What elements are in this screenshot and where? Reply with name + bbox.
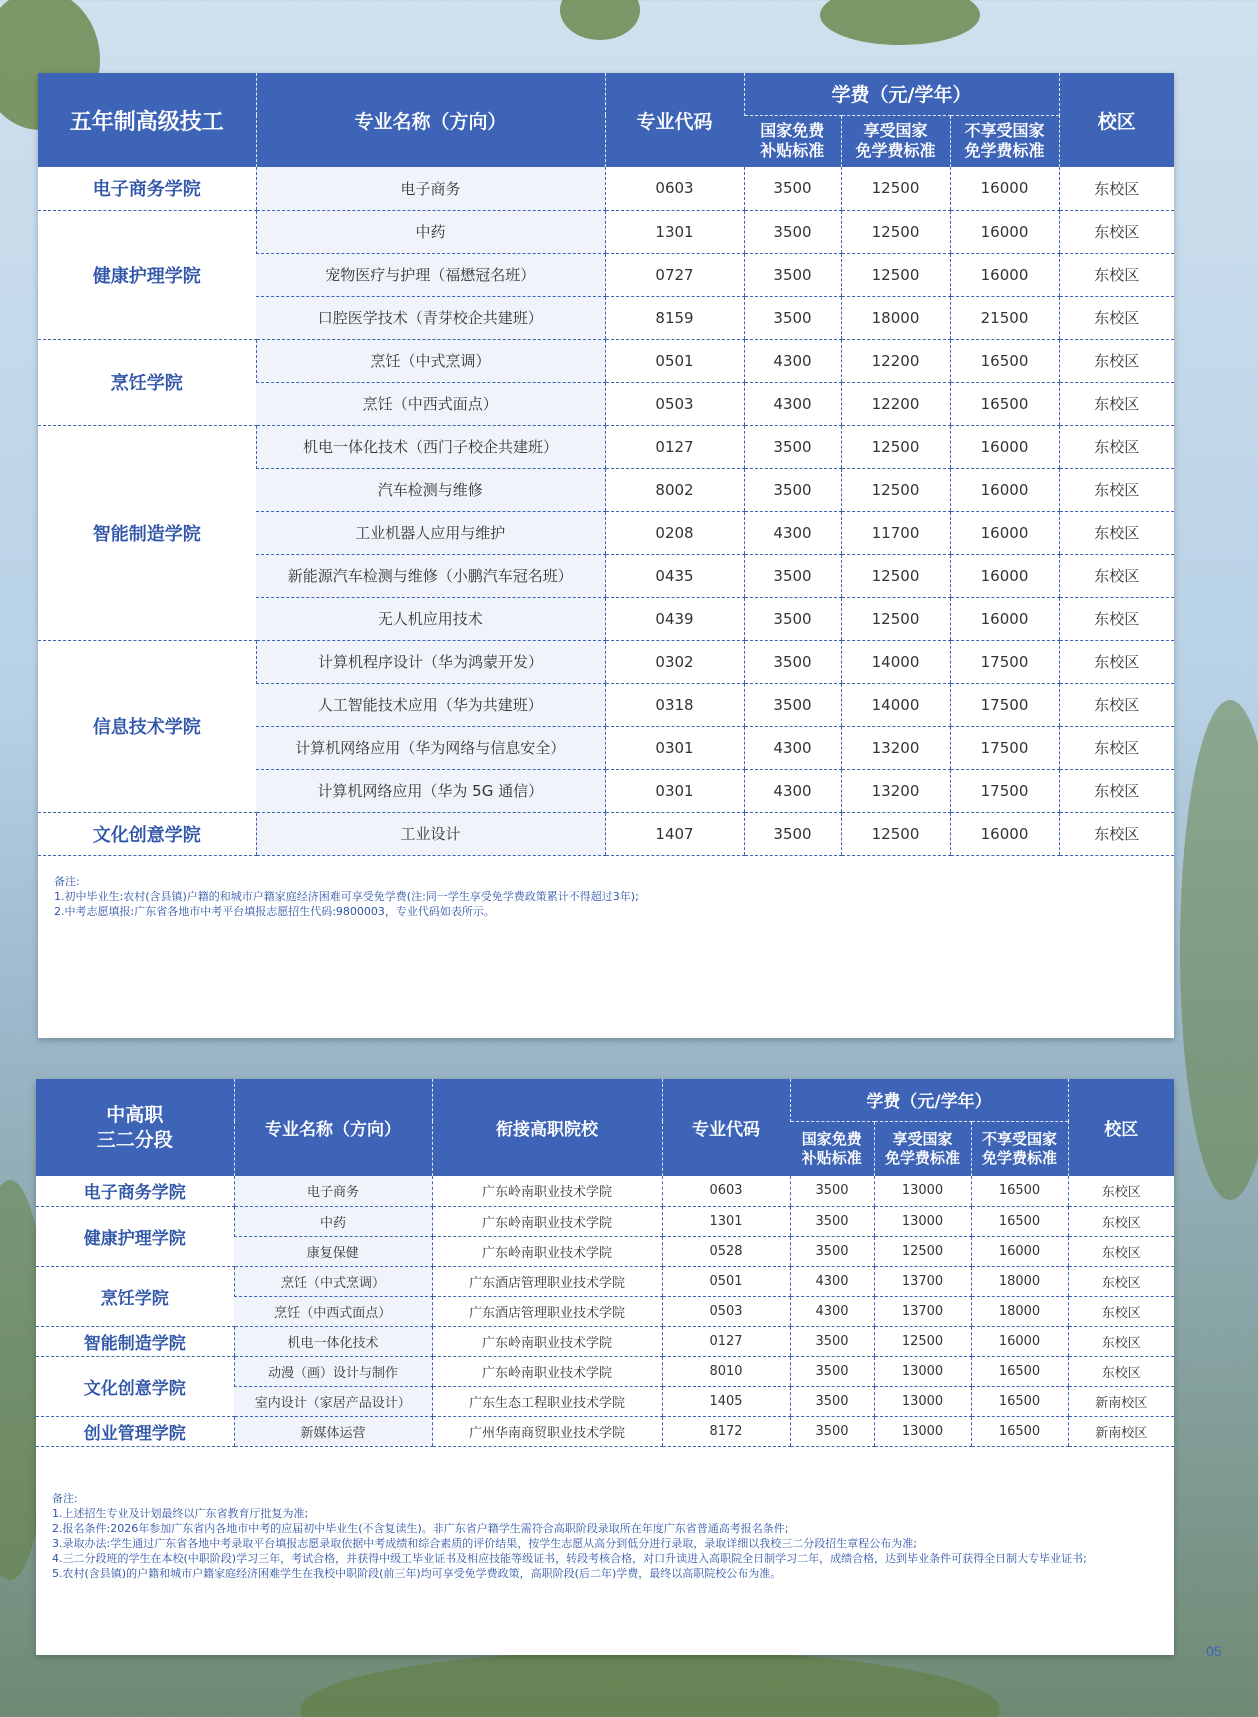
cell-major: 无人机应用技术: [256, 597, 605, 640]
cell-c: 16500: [971, 1206, 1068, 1236]
cell-school: 广东岭南职业技术学院: [432, 1236, 662, 1266]
college-name: 创业管理学院: [36, 1416, 234, 1446]
cell-code: 0528: [662, 1236, 790, 1266]
college-name: 电子商务学院: [36, 1176, 234, 1206]
table-row: [38, 640, 1174, 683]
cell-b: 12500: [841, 210, 950, 253]
cell-school: 广东岭南职业技术学院: [432, 1176, 662, 1206]
header-school: 衔接高职院校: [432, 1079, 662, 1176]
cell-a: 3500: [790, 1326, 874, 1356]
cell-campus: 东校区: [1059, 812, 1174, 855]
cell-major: 人工智能技术应用（华为共建班）: [256, 683, 605, 726]
cell-campus: 东校区: [1059, 640, 1174, 683]
cell-c: 17500: [950, 683, 1059, 726]
college-name: 智能制造学院: [36, 1326, 234, 1356]
cell-c: 16500: [971, 1356, 1068, 1386]
cell-a: 3500: [744, 296, 841, 339]
cell-major: 新媒体运营: [234, 1416, 432, 1446]
cell-b: 13000: [874, 1176, 971, 1206]
cell-campus: 东校区: [1059, 726, 1174, 769]
college-name: 智能制造学院: [38, 425, 256, 640]
notes: [36, 1491, 1174, 1581]
cell-a: 3500: [744, 210, 841, 253]
college-name: 烹饪学院: [38, 339, 256, 425]
cell-school: 广东酒店管理职业技术学院: [432, 1296, 662, 1326]
cell-code: 0503: [662, 1296, 790, 1326]
cell-code: 0127: [662, 1326, 790, 1356]
cell-campus: 东校区: [1068, 1326, 1174, 1356]
header-no-free-standard: 不享受国家 免学费标准: [971, 1121, 1068, 1176]
cell-c: 16500: [950, 382, 1059, 425]
college-name: 文化创意学院: [36, 1356, 234, 1416]
cell-major: 烹饪（中式烹调）: [256, 339, 605, 382]
cell-code: 0301: [605, 769, 744, 812]
note-line: 1.上述招生专业及计划最终以广东省教育厅批复为准;: [52, 1506, 309, 1520]
cell-campus: 新南校区: [1068, 1386, 1174, 1416]
cell-campus: 东校区: [1059, 468, 1174, 511]
cell-b: 12500: [841, 812, 950, 855]
cell-a: 3500: [744, 640, 841, 683]
note-line: 4.三二分段班的学生在本校(中职阶段)学习三年，考试合格，并获得中级工毕业证书及相应技能等级证书，转段考核合格，对口升读进入高职院全日制学习二年，成绩合格，达到毕业条件可获得全日制大专毕业证书;: [52, 1551, 1087, 1565]
cell-a: 3500: [744, 167, 841, 210]
header-campus: 校区: [1068, 1079, 1174, 1176]
table-title: 中高职 三二分段: [36, 1079, 234, 1176]
five-year-program-card: [38, 73, 1174, 1038]
cell-code: 0435: [605, 554, 744, 597]
cell-a: 3500: [744, 597, 841, 640]
cell-major: 烹饪（中式烹调）: [234, 1266, 432, 1296]
cell-c: 16500: [950, 339, 1059, 382]
cell-b: 12500: [841, 597, 950, 640]
table-row: [36, 1266, 1174, 1296]
cell-major: 口腔医学技术（青芽校企共建班）: [256, 296, 605, 339]
cell-campus: 东校区: [1068, 1236, 1174, 1266]
cell-code: 0127: [605, 425, 744, 468]
cell-major: 中药: [234, 1206, 432, 1236]
cell-code: 0439: [605, 597, 744, 640]
cell-school: 广东酒店管理职业技术学院: [432, 1266, 662, 1296]
cell-school: 广东岭南职业技术学院: [432, 1326, 662, 1356]
cell-campus: 东校区: [1068, 1356, 1174, 1386]
cell-campus: 东校区: [1068, 1206, 1174, 1236]
cell-campus: 新南校区: [1068, 1416, 1174, 1446]
table-title: 五年制高级技工: [38, 73, 256, 167]
note-line: 3.录取办法:学生通过广东省各地中考录取平台填报志愿录取依据中考成绩和综合素质的评价结果，按学生志愿从高分到低分进行录取，录取详细以我校三二分段招生章程公布为准;: [52, 1536, 917, 1550]
cell-campus: 东校区: [1068, 1176, 1174, 1206]
college-name: 健康护理学院: [38, 210, 256, 339]
cell-c: 17500: [950, 769, 1059, 812]
background-foliage: [560, 0, 640, 40]
cell-campus: 东校区: [1068, 1296, 1174, 1326]
note-line: 备注:: [54, 874, 80, 888]
cell-major: 汽车检测与维修: [256, 468, 605, 511]
cell-c: 16500: [971, 1386, 1068, 1416]
cell-code: 8002: [605, 468, 744, 511]
cell-b: 12200: [841, 382, 950, 425]
cell-a: 4300: [744, 769, 841, 812]
college-name: 烹饪学院: [36, 1266, 234, 1326]
cell-b: 12500: [841, 554, 950, 597]
background-foliage: [820, 0, 980, 45]
cell-a: 4300: [744, 511, 841, 554]
cell-c: 16000: [950, 468, 1059, 511]
cell-code: 0501: [662, 1266, 790, 1296]
cell-school: 广东岭南职业技术学院: [432, 1356, 662, 1386]
cell-a: 4300: [790, 1296, 874, 1326]
cell-code: 0603: [605, 167, 744, 210]
cell-c: 16500: [971, 1176, 1068, 1206]
cell-c: 16500: [971, 1416, 1068, 1446]
cell-code: 8159: [605, 296, 744, 339]
cell-c: 16000: [950, 554, 1059, 597]
cell-code: 0503: [605, 382, 744, 425]
cell-a: 3500: [744, 253, 841, 296]
cell-a: 3500: [790, 1236, 874, 1266]
cell-b: 12500: [841, 167, 950, 210]
header-major: 专业名称（方向）: [234, 1079, 432, 1176]
cell-c: 16000: [950, 597, 1059, 640]
cell-campus: 东校区: [1059, 554, 1174, 597]
note-line: 2.中考志愿填报:广东省各地市中考平台填报志愿招生代码:9800003，专业代码如表所示。: [54, 904, 495, 918]
cell-b: 12500: [874, 1326, 971, 1356]
college-name: 电子商务学院: [38, 167, 256, 210]
background-foliage: [1180, 700, 1258, 1200]
cell-a: 3500: [744, 554, 841, 597]
cell-code: 0302: [605, 640, 744, 683]
cell-c: 16000: [950, 253, 1059, 296]
table-row: [36, 1206, 1174, 1236]
cell-b: 12500: [874, 1236, 971, 1266]
cell-b: 11700: [841, 511, 950, 554]
note-line: 1.初中毕业生:农村(含县镇)户籍的和城市户籍家庭经济困难可享受免学费(注:同一学生享受免学费政策累计不得超过3年);: [54, 889, 639, 903]
college-name: 文化创意学院: [38, 812, 256, 855]
five-year-program-table: [38, 73, 1174, 856]
cell-c: 16000: [950, 167, 1059, 210]
cell-a: 3500: [790, 1356, 874, 1386]
cell-code: 0318: [605, 683, 744, 726]
cell-c: 18000: [971, 1296, 1068, 1326]
three-two-program-table: [36, 1079, 1174, 1447]
cell-a: 3500: [744, 812, 841, 855]
cell-c: 18000: [971, 1266, 1068, 1296]
cell-code: 0727: [605, 253, 744, 296]
cell-major: 宠物医疗与护理（福懋冠名班）: [256, 253, 605, 296]
cell-a: 3500: [744, 683, 841, 726]
cell-major: 工业机器人应用与维护: [256, 511, 605, 554]
cell-a: 3500: [790, 1206, 874, 1236]
college-name: 健康护理学院: [36, 1206, 234, 1266]
cell-major: 烹饪（中西式面点）: [234, 1296, 432, 1326]
cell-code: 0603: [662, 1176, 790, 1206]
cell-school: 广东生态工程职业技术学院: [432, 1386, 662, 1416]
cell-b: 12200: [841, 339, 950, 382]
header-no-free-standard: 不享受国家 免学费标准: [950, 115, 1059, 167]
cell-major: 动漫（画）设计与制作: [234, 1356, 432, 1386]
page-number: 05: [1206, 1643, 1222, 1659]
cell-campus: 东校区: [1059, 683, 1174, 726]
cell-campus: 东校区: [1059, 511, 1174, 554]
table-row: [38, 167, 1174, 210]
cell-code: 8172: [662, 1416, 790, 1446]
cell-school: 广东岭南职业技术学院: [432, 1206, 662, 1236]
header-code: 专业代码: [662, 1079, 790, 1176]
cell-c: 16000: [971, 1236, 1068, 1266]
cell-b: 13000: [874, 1206, 971, 1236]
header-subsidy: 国家免费 补贴标准: [744, 115, 841, 167]
cell-c: 16000: [950, 425, 1059, 468]
cell-c: 16000: [950, 511, 1059, 554]
cell-a: 3500: [744, 425, 841, 468]
cell-a: 3500: [790, 1386, 874, 1416]
header-subsidy: 国家免费 补贴标准: [790, 1121, 874, 1176]
cell-major: 康复保健: [234, 1236, 432, 1266]
cell-school: 广州华南商贸职业技术学院: [432, 1416, 662, 1446]
header-tuition: 学费（元/学年）: [744, 73, 1059, 115]
cell-a: 4300: [790, 1266, 874, 1296]
cell-a: 3500: [744, 468, 841, 511]
table-row: [36, 1356, 1174, 1386]
cell-major: 计算机网络应用（华为 5G 通信）: [256, 769, 605, 812]
cell-b: 18000: [841, 296, 950, 339]
header-code: 专业代码: [605, 73, 744, 167]
cell-a: 4300: [744, 339, 841, 382]
header-free-standard: 享受国家 免学费标准: [874, 1121, 971, 1176]
cell-c: 16000: [950, 812, 1059, 855]
cell-code: 8010: [662, 1356, 790, 1386]
cell-campus: 东校区: [1059, 167, 1174, 210]
notes: [38, 874, 1174, 919]
cell-b: 13000: [874, 1356, 971, 1386]
cell-campus: 东校区: [1059, 425, 1174, 468]
table-row: [38, 425, 1174, 468]
cell-b: 13000: [874, 1386, 971, 1416]
note-line: 备注:: [52, 1491, 78, 1505]
cell-code: 1301: [605, 210, 744, 253]
cell-code: 0208: [605, 511, 744, 554]
cell-major: 烹饪（中西式面点）: [256, 382, 605, 425]
cell-b: 14000: [841, 683, 950, 726]
note-line: 5.农村(含县镇)的户籍和城市户籍家庭经济困难学生在我校中职阶段(前三年)均可享受免学费政策，高职阶段(后二年)学费，最终以高职院校公布为准。: [52, 1566, 782, 1580]
note-line: 2.报名条件:2026年参加广东省内各地市中考的应届初中毕业生(不含复读生)。非广东省户籍学生需符合高职阶段录取所在年度广东省普通高考报名条件;: [52, 1521, 789, 1535]
cell-c: 16000: [971, 1326, 1068, 1356]
cell-campus: 东校区: [1059, 253, 1174, 296]
cell-b: 13700: [874, 1266, 971, 1296]
cell-b: 13700: [874, 1296, 971, 1326]
cell-a: 4300: [744, 726, 841, 769]
cell-major: 计算机网络应用（华为网络与信息安全）: [256, 726, 605, 769]
table-row: [36, 1416, 1174, 1446]
cell-major: 室内设计（家居产品设计）: [234, 1386, 432, 1416]
cell-campus: 东校区: [1059, 210, 1174, 253]
cell-major: 电子商务: [234, 1176, 432, 1206]
cell-b: 12500: [841, 468, 950, 511]
cell-major: 计算机程序设计（华为鸿蒙开发）: [256, 640, 605, 683]
cell-campus: 东校区: [1059, 597, 1174, 640]
table-row: [36, 1176, 1174, 1206]
cell-b: 13200: [841, 726, 950, 769]
cell-c: 17500: [950, 640, 1059, 683]
cell-b: 14000: [841, 640, 950, 683]
cell-campus: 东校区: [1059, 339, 1174, 382]
cell-campus: 东校区: [1068, 1266, 1174, 1296]
cell-major: 电子商务: [256, 167, 605, 210]
cell-c: 21500: [950, 296, 1059, 339]
cell-code: 0301: [605, 726, 744, 769]
cell-code: 0501: [605, 339, 744, 382]
table-row: [38, 210, 1174, 253]
table-row: [38, 812, 1174, 855]
cell-code: 1301: [662, 1206, 790, 1236]
cell-b: 12500: [841, 425, 950, 468]
cell-a: 3500: [790, 1176, 874, 1206]
cell-b: 12500: [841, 253, 950, 296]
cell-major: 机电一体化技术: [234, 1326, 432, 1356]
cell-a: 3500: [790, 1416, 874, 1446]
cell-c: 16000: [950, 210, 1059, 253]
header-major: 专业名称（方向）: [256, 73, 605, 167]
table-row: [36, 1326, 1174, 1356]
cell-campus: 东校区: [1059, 296, 1174, 339]
cell-major: 中药: [256, 210, 605, 253]
cell-major: 工业设计: [256, 812, 605, 855]
cell-campus: 东校区: [1059, 769, 1174, 812]
cell-a: 4300: [744, 382, 841, 425]
college-name: 信息技术学院: [38, 640, 256, 812]
cell-campus: 东校区: [1059, 382, 1174, 425]
cell-c: 17500: [950, 726, 1059, 769]
cell-major: 机电一体化技术（西门子校企共建班）: [256, 425, 605, 468]
header-tuition: 学费（元/学年）: [790, 1079, 1068, 1121]
header-free-standard: 享受国家 免学费标准: [841, 115, 950, 167]
three-two-program-card: [36, 1079, 1174, 1655]
cell-code: 1407: [605, 812, 744, 855]
cell-code: 1405: [662, 1386, 790, 1416]
cell-b: 13000: [874, 1416, 971, 1446]
header-campus: 校区: [1059, 73, 1174, 167]
cell-b: 13200: [841, 769, 950, 812]
background-foliage: [300, 1650, 1000, 1717]
cell-major: 新能源汽车检测与维修（小鹏汽车冠名班）: [256, 554, 605, 597]
table-row: [38, 339, 1174, 382]
